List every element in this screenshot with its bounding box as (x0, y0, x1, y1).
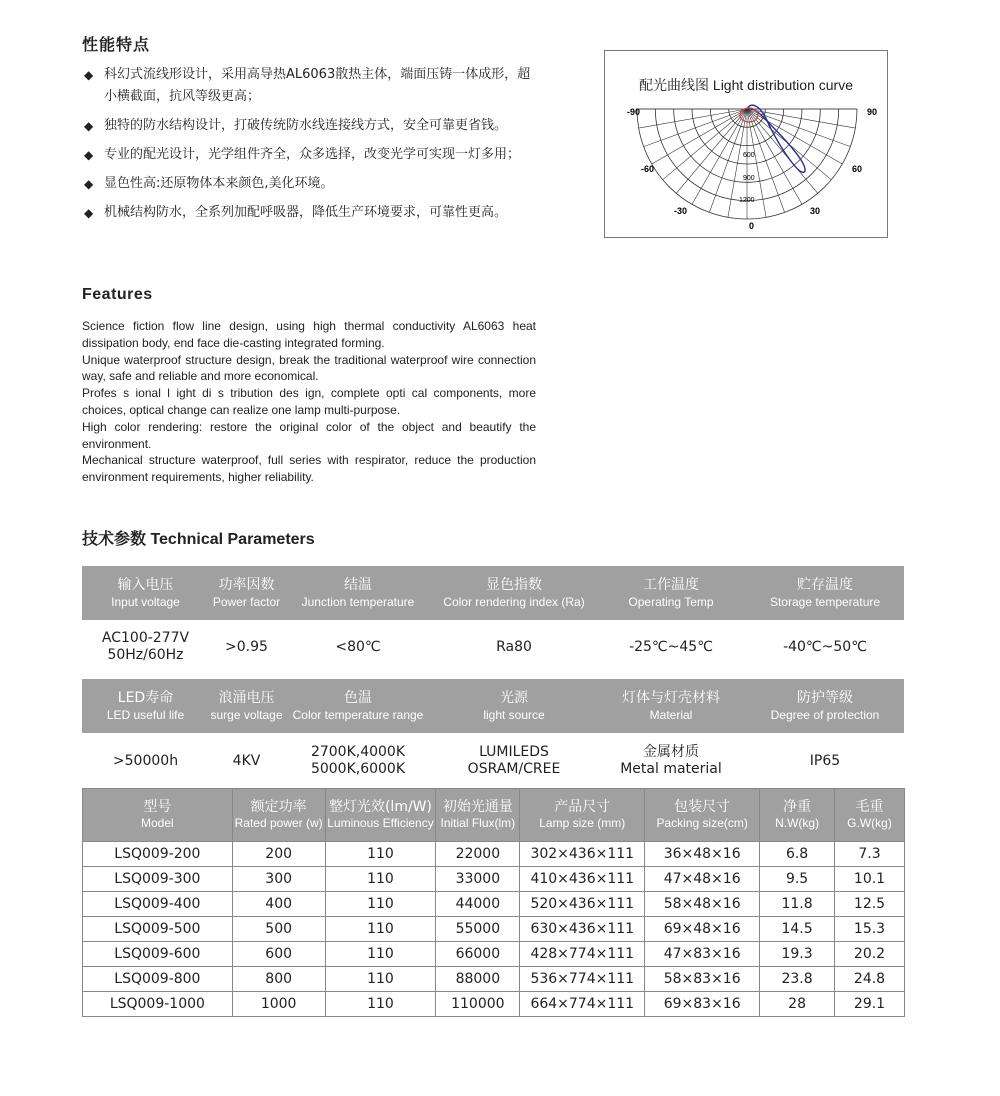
list-item (82, 173, 542, 195)
table-cell: 14.5 (760, 917, 835, 942)
table-cell: 1000 (232, 992, 325, 1017)
list-item (82, 64, 542, 108)
param-header: 色温 Color temperature range (292, 690, 424, 722)
param-value: 金属材质 Metal material (620, 744, 722, 777)
table-cell: 69×48×16 (645, 917, 760, 942)
param-header: 防护等级 Degree of protection (770, 690, 880, 722)
param-header: LED寿命 LED useful life (106, 690, 185, 722)
table-cell: 19.3 (760, 942, 835, 967)
table-row (83, 892, 905, 917)
table-row (83, 842, 905, 867)
param-value: -25℃~45℃ (629, 638, 713, 655)
column-header: 整灯光效(lm/W) Luminous Efficiency (325, 789, 436, 842)
column-header: 型号 Model (83, 789, 233, 842)
model-table (82, 788, 905, 1017)
table-cell: 12.5 (835, 892, 905, 917)
table-cell: 410×436×111 (520, 867, 645, 892)
table-cell: 302×436×111 (520, 842, 645, 867)
table-cell: 200 (232, 842, 325, 867)
table-cell: 58×48×16 (645, 892, 760, 917)
table-cell: 44000 (436, 892, 520, 917)
angle-label-30: 30 (810, 206, 821, 216)
table-cell: 6.8 (760, 842, 835, 867)
param-value: -40℃~50℃ (783, 638, 867, 655)
column-header: 额定功率 Rated power (w) (232, 789, 325, 842)
param-header: 光源 light source (483, 690, 545, 722)
table-cell: 88000 (436, 967, 520, 992)
table-row (83, 917, 905, 942)
param-header: 工作温度 Operating Temp (628, 577, 714, 609)
technical-parameters-title: 技术参数 Technical Parameters (82, 531, 315, 548)
table-row (83, 967, 905, 992)
en-features-title: Features (82, 286, 153, 303)
light-distribution-title: 配光曲线图 Light distribution curve (639, 77, 853, 93)
ring-label-900: 900 (743, 175, 755, 182)
params-header-row (82, 566, 904, 620)
feature-text: 机械结构防水，全系列加配呼吸器，降低生产环境要求，可靠性更高。 (104, 205, 508, 220)
param-value: AC100-277V 50Hz/60Hz (101, 630, 190, 663)
diamond-bullet-icon: ◆ (84, 148, 94, 162)
table-cell: LSQ009-500 (83, 917, 233, 942)
param-value: >50000h (112, 752, 179, 769)
param-header: 贮存温度 Storage temperature (769, 577, 881, 609)
angle-label-neg30: -30 (674, 206, 688, 216)
param-value: 4KV (232, 752, 261, 769)
diamond-bullet-icon: ◆ (84, 206, 94, 220)
feature-paragraph: Unique waterproof structure design, break the traditional waterproof wire connection way, safe and reliable and more economical. (82, 352, 536, 384)
angle-label-0: 0 (749, 221, 755, 231)
column-header: 包装尺寸 Packing size(cm) (645, 789, 760, 842)
list-item (82, 115, 542, 137)
param-header: 灯体与灯壳材料 Material (622, 690, 720, 722)
table-cell: 110 (325, 867, 436, 892)
param-value: IP65 (809, 752, 841, 769)
param-value: >0.95 (225, 638, 268, 655)
table-cell: LSQ009-1000 (83, 992, 233, 1017)
table-cell: LSQ009-600 (83, 942, 233, 967)
table-cell: 110 (325, 892, 436, 917)
cn-features-title: 性能特点 (82, 35, 151, 54)
table-cell: 66000 (436, 942, 520, 967)
param-header: 结温 Junction temperature (301, 577, 415, 609)
param-header: 浪涌电压 surge voltage (210, 690, 283, 722)
angle-label-neg60: -60 (641, 164, 655, 174)
params-value-row (82, 620, 904, 674)
list-item (82, 144, 542, 166)
table-cell: 24.8 (835, 967, 905, 992)
table-cell: 22000 (436, 842, 520, 867)
table-cell: 110 (325, 992, 436, 1017)
param-header: 功率因数 Power factor (212, 577, 281, 609)
cn-features-list (82, 64, 542, 231)
light-distribution-curve (605, 51, 889, 239)
param-value: Ra80 (496, 638, 532, 655)
table-cell: LSQ009-400 (83, 892, 233, 917)
table-cell: 428×774×111 (520, 942, 645, 967)
table-cell: 47×83×16 (645, 942, 760, 967)
table-cell: LSQ009-200 (83, 842, 233, 867)
table-cell: 110 (325, 967, 436, 992)
table-cell: 23.8 (760, 967, 835, 992)
table-cell: 500 (232, 917, 325, 942)
table-cell: 400 (232, 892, 325, 917)
diamond-bullet-icon: ◆ (84, 68, 94, 82)
table-row (83, 992, 905, 1017)
table-cell: 300 (232, 867, 325, 892)
params-block-1 (82, 566, 904, 674)
ring-label-1200: 1200 (739, 197, 755, 204)
table-cell: 800 (232, 967, 325, 992)
param-header: 显色指数 Color rendering index (Ra) (443, 577, 585, 609)
model-table-body (83, 842, 905, 1017)
diamond-bullet-icon: ◆ (84, 177, 94, 191)
feature-text: 科幻式流线形设计，采用高导热AL6063散热主体，端面压铸一体成形，超小横截面，抗风等级更高； (104, 67, 531, 104)
table-row (83, 942, 905, 967)
table-cell: 7.3 (835, 842, 905, 867)
param-header: 输入电压 Input voltage (111, 577, 180, 609)
angle-label-90: 90 (867, 107, 878, 117)
column-header: 毛重 G.W(kg) (835, 789, 905, 842)
params-header-row (82, 679, 904, 733)
param-value: <80℃ (335, 638, 381, 655)
ring-label-600: 600 (743, 152, 755, 159)
table-cell: 55000 (436, 917, 520, 942)
param-value: 2700K,4000K 5000K,6000K (310, 744, 406, 777)
distribution-curves (740, 105, 805, 172)
params-block-2 (82, 679, 904, 789)
table-cell: 58×83×16 (645, 967, 760, 992)
feature-paragraph: Profes s ional l ight di s tribution des ign, complete opti cal components, more choices, optical change can realize one lamp multi-purpose. (82, 386, 536, 417)
table-cell: 36×48×16 (645, 842, 760, 867)
column-header: 初始光通量 Initial Flux(lm) (436, 789, 520, 842)
distribution-curve-main (747, 105, 805, 172)
table-header-row (83, 789, 905, 842)
feature-paragraph: Science fiction flow line design, using high thermal conductivity AL6063 heat dissipation body, end face die-casting integrated forming. (82, 319, 536, 350)
feature-paragraph: High color rendering: restore the original color of the object and beautify the environment. (82, 419, 536, 451)
list-item (82, 202, 542, 224)
table-cell: 47×48×16 (645, 867, 760, 892)
table-cell: 110 (325, 917, 436, 942)
table-cell: LSQ009-300 (83, 867, 233, 892)
table-cell: 110 (325, 842, 436, 867)
table-cell: 33000 (436, 867, 520, 892)
angle-label-neg90: -90 (627, 107, 641, 117)
params-value-row (82, 733, 904, 789)
table-cell: 69×83×16 (645, 992, 760, 1017)
table-cell: 29.1 (835, 992, 905, 1017)
table-cell: 664×774×111 (520, 992, 645, 1017)
table-cell: 520×436×111 (520, 892, 645, 917)
table-cell: 110000 (436, 992, 520, 1017)
param-value: LUMILEDS OSRAM/CREE (467, 744, 561, 777)
diamond-bullet-icon: ◆ (84, 119, 94, 133)
table-cell: 15.3 (835, 917, 905, 942)
table-cell: LSQ009-800 (83, 967, 233, 992)
column-header: 产品尺寸 Lamp size (mm) (520, 789, 645, 842)
light-distribution-panel (604, 50, 888, 238)
feature-text: 显色性高:还原物体本来颜色,美化环境。 (104, 176, 334, 191)
table-cell: 20.2 (835, 942, 905, 967)
table-cell: 10.1 (835, 867, 905, 892)
table-cell: 28 (760, 992, 835, 1017)
feature-text: 独特的防水结构设计，打破传统防水线连接线方式，安全可靠更省钱。 (104, 118, 508, 133)
feature-paragraph: Mechanical structure waterproof, full series with respirator, reduce the production environment requirements, higher reliability. (82, 453, 536, 485)
table-cell: 536×774×111 (520, 967, 645, 992)
table-row (83, 867, 905, 892)
table-cell: 600 (232, 942, 325, 967)
table-cell: 11.8 (760, 892, 835, 917)
table-cell: 9.5 (760, 867, 835, 892)
column-header: 净重 N.W(kg) (760, 789, 835, 842)
table-cell: 110 (325, 942, 436, 967)
angle-label-60: 60 (852, 164, 863, 174)
table-cell: 630×436×111 (520, 917, 645, 942)
feature-text: 专业的配光设计，光学组件齐全，众多选择，改变光学可实现一灯多用； (104, 147, 521, 162)
en-features-text (82, 318, 536, 486)
